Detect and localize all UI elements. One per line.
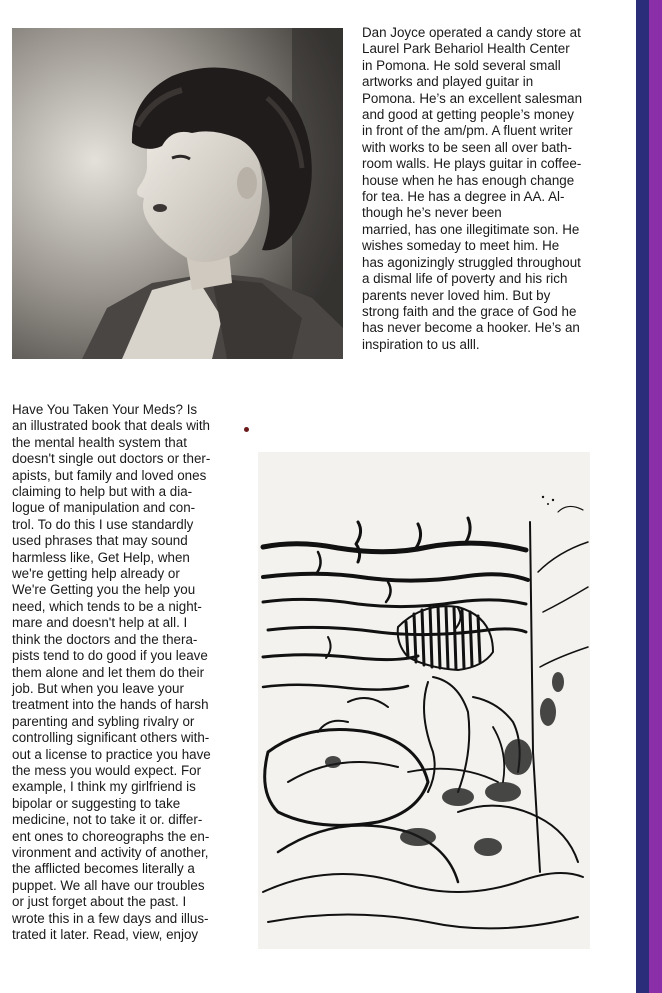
book-description-paragraph: Have You Taken Your Meds? Is an illustrated book that deals with the mental health system that doesn't single out doctors or ther- apists, but family and loved ones claiming to help but with a dia- logue of manipulation and con- trol. To do this I use standardly used phrases that may sound harmless like, Get Help, when we're getting help already or We're Getting you the help you need, which tends to be a night- mare and doesn't help at all. I think the doctors and the thera- pists tend to do good if you leave them alone and let them do their job. But when you leave your treatment into the hands of harsh parenting and sybling rivalry or controlling significant others with- out a license to practice you have the mess you would expect. For example, I think my girlfriend is bipolar or suggesting to take medicine, not to take it or. differ- ent ones to choreographs the en- vironment and activity of another, the afflicted becomes literally a puppet. We all have our troubles or just forget about the past. I wrote this in a few days and illus- trated it later. Read, view, enjoy <box>12 402 211 942</box>
ink-sketch-illustration <box>258 452 590 949</box>
portrait-photo <box>12 28 343 359</box>
bio-paragraph: Dan Joyce operated a candy store at Laurel Park Behariol Health Center in Pomona. He sold several small artworks and played guitar in Pomona. He’s an excellent salesman and good at getting people’s money in front of the am/pm. A fluent writer with works to be seen all over bath- room walls. He plays guitar in coffee- house when he has enough change for tea. He has a degree in AA. Al- though he’s never been married, has one illegitimate son. He wishes someday to meet him. He has agonizingly struggled throughout a dismal life of poverty and his rich parents never loved him. But by strong faith and the grace of God he has never become a hooker. He’s an inspiration to us alll. <box>362 25 583 352</box>
purple-edge-band <box>649 0 662 993</box>
ink-dot <box>244 427 249 432</box>
navy-edge-band <box>636 0 649 993</box>
portrait-drawing <box>12 28 343 359</box>
sketch-drawing <box>258 452 590 949</box>
